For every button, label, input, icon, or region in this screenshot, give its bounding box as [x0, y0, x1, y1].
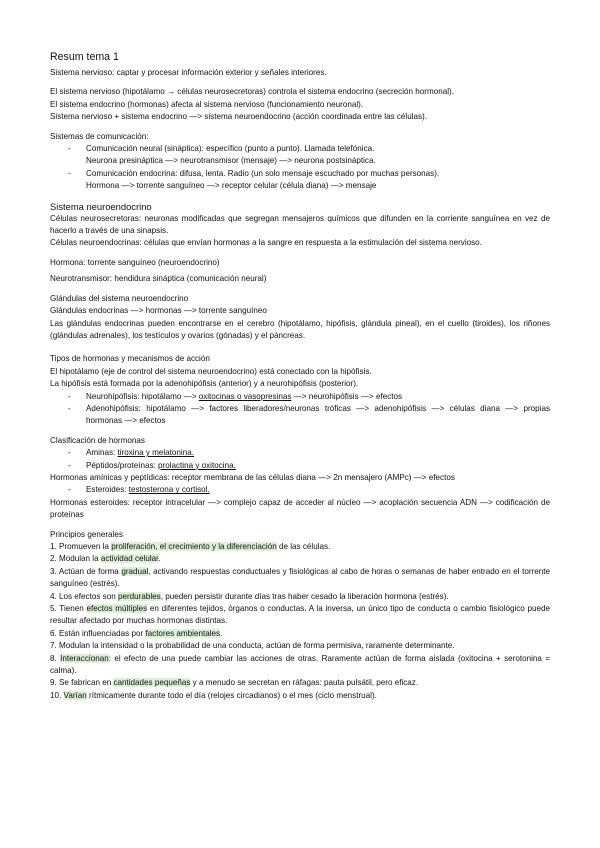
principle-item: 6. Están influenciadas por factores ambientales.	[50, 628, 223, 638]
intro-line: Sistema nervioso: captar y procesar información exterior y señales interiores.	[50, 68, 327, 77]
principle-item: 8. Interaccionan: el efecto de una puede cambiar las acciones de otras. Raramente actúan de forma aislada (oxitocina + serotonina = calma).	[50, 653, 550, 676]
principle-item: 7. Modulan la intensidad o la probabilidad de una conducta, actúan de forma permisiva, raramente determinante.	[50, 641, 455, 651]
neuroendocrine-definition: Células neuroendocrinas: células que envían hormonas a la sangre en respuesta a la estimulación del sistema nervioso.	[50, 238, 482, 248]
glands-line: Glándulas endocrinas —> hormonas —> torrente sanguíneo	[50, 306, 267, 316]
principle-item: 4. Los efectos son perdurables, pueden persistir durante días tras haber cesado la liberación hormona (estrés).	[50, 591, 449, 601]
principle-item: 1. Promueven la proliferación, el crecimiento y la diferenciación de las células.	[50, 542, 331, 551]
bullet-steroids: - Esteroides: testosterona y cortisol.	[50, 484, 550, 496]
glands-location: Las glándulas endocrinas pueden encontrarse en el cerebro (hipotálamo, hipófisis, glándula pineal), en el cuello (tiroides), los riñones (glándulas adrenales), los testículos y ovarios (gónadas) y el páncreas.	[50, 318, 550, 340]
bullet-neurohypophysis: - Neurohipófisis: hipotálamo —> oxitocinas o vasopresinas —> neurohipófisis —> efectos	[50, 391, 550, 403]
principle-item: 3. Actúan de forma gradual, activando respuestas conductuales y fisiológicas al cabo de horas o semanas de haber entrado en el torrente sanguíneo (estrés).	[50, 566, 550, 589]
bullet-neural-sub: Neurona presináptica —> neurotransmisor (mensaje) —> neurona postsináptica.	[86, 156, 376, 166]
document-page	[50, 50, 550, 702]
paragraph-line: El sistema endocrino (hormonas) afecta al sistema nervioso (funcionamiento neuronal).	[50, 99, 364, 109]
section-heading-glands: Glándulas del sistema neuroendocrino	[50, 293, 189, 303]
principle-item: 2. Modulan la actividad celular.	[50, 554, 161, 564]
bullet-amines: - Aminas: tiroxina y melatonina.	[50, 447, 550, 459]
principle-item: 10. Varían rítmicamente durante todo el día (relojes circadianos) o el mes (ciclo menstrual).	[50, 690, 377, 700]
section-heading-communication: Sistemas de comunicación:	[50, 131, 149, 141]
section-heading-hormone-types: Tipos de hormonas y mecanismos de acción	[50, 354, 210, 364]
paragraph-line: El sistema nervioso (hipotálamo → células neurosecretoras) controla el sistema endocrino (secreción hormonal).	[50, 87, 454, 97]
amine-peptide-mechanism: Hormonas amínicas y peptídicas: receptor membrana de las células diana —> 2n mensajero (AMPc) —> efectos	[50, 472, 455, 482]
neurosecretory-definition: Células neurosecretoras: neuronas modificadas que segregan mensajeros químicos que difunden en la corriente sanguínea en vez de hacerlo a través de una sinapsis.	[50, 213, 550, 236]
document-title: Resum tema 1	[50, 51, 119, 63]
section-heading-neuroendocrine: Sistema neuroendocrino	[50, 200, 152, 212]
hypothalamus-line: El hipotálamo (eje de control del sistema neuroendocrino) está conectado con la hipófisis.	[50, 366, 372, 376]
pituitary-line: La hipófisis está formada por la adenohipófisis (anterior) y a neurohipófisis (posterior).	[50, 379, 359, 389]
neurotransmitter-definition: Neurotransmisor: hendidura sináptica (comunicación neural)	[50, 274, 267, 284]
principle-item: 9. Se fabrican en cantidades pequeñas y a menudo se secretan en ráfagas: pauta pulsátil, pero eficaz.	[50, 678, 419, 688]
bullet-endocrine: - Comunicación endocrina: difusa, lenta. Radio (un solo mensaje escuchado por muchas personas).	[50, 168, 550, 180]
hormone-definition: Hormona: torrente sanguíneo (neuroendocrino)	[50, 257, 220, 267]
principle-item: 5. Tienen efectos múltiples en diferentes tejidos, órganos o conductas. A la inversa, un único tipo de conducta o cambio fisiológico puede resultar afectado por muchas hormonas distintas.	[50, 604, 551, 626]
bullet-peptides: - Péptidos/proteínas: prolactina y oxitocina.	[50, 460, 550, 472]
principles-list	[50, 541, 550, 702]
steroid-mechanism: Hormonas esteroides: receptor intracelular —> complejo capaz de acceder al núcleo —> acoplación secuencia ADN —> codificación de proteínas	[50, 497, 550, 520]
bullet-adenohypophysis: - Adenohipófisis: hipotálamo —> factores liberadores/neuronas tróficas —> adenohipófisis —> células diana —> propias hormonas —> efectos	[50, 403, 550, 428]
bullet-endocrine-sub: Hormona —> torrente sanguíneo —> receptor celular (célula diana) —> mensaje	[86, 181, 377, 191]
bullet-neural: - Comunicación neural (sináptica): específico (punto a punto). Llamada telefónica.	[50, 143, 550, 155]
section-heading-classification: Clasificación de hormonas	[50, 435, 145, 445]
paragraph-line: Sistema nervioso + sistema endocrino —> sistema neuroendocrino (acción coordinada entre las células).	[50, 112, 428, 122]
section-heading-principles: Principios generales	[50, 529, 123, 539]
